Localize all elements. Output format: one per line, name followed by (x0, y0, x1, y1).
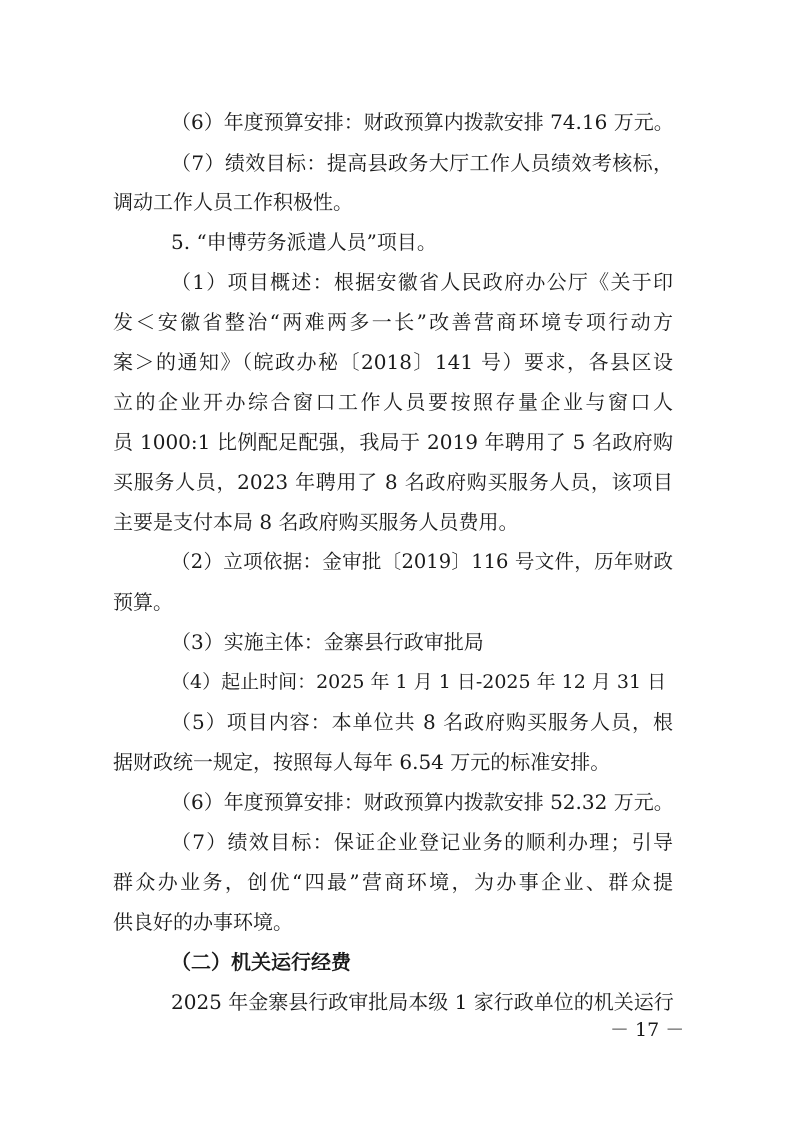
text-line: 据财政统一规定，按照每人每年 6.54 万元的标准安排。 (113, 750, 611, 774)
text-line: （6）年度预算安排：财政预算内拨款安排 52.32 万元。 (171, 790, 674, 814)
text-line: 调动工作人员工作积极性。 (113, 190, 353, 214)
text-line: （5）项目内容：本单位共 8 名政府购买服务人员，根 (171, 710, 673, 734)
text-line: （7）绩效目标：提高县政务大厅工作人员绩效考核标， (171, 151, 673, 175)
text-line: 立的企业开办综合窗口工作人员要按照存量企业与窗口人 (113, 390, 673, 414)
text-line: 2025 年金寨县行政审批局本级 1 家行政单位的机关运行 (171, 990, 674, 1014)
text-line: （2）立项依据：金审批〔2019〕116 号文件，历年财政 (171, 550, 673, 573)
text-line: （3）实施主体：金寨县行政审批局 (171, 630, 484, 654)
section-title: 5. “申博劳务派遣人员”项目。 (171, 230, 437, 254)
text-line: 主要是支付本局 8 名政府购买服务人员费用。 (113, 510, 519, 534)
text-line: 预算。 (113, 590, 173, 614)
section-heading: （二）机关运行经费 (171, 950, 351, 974)
text-line: （6）年度预算安排：财政预算内拨款安排 74.16 万元。 (171, 110, 674, 134)
text-line: 员 1000:1 比例配足配强，我局于 2019 年聘用了 5 名政府购 (113, 430, 673, 454)
text-line: （1）项目概述：根据安徽省人民政府办公厅《关于印 (171, 270, 673, 294)
text-line: （7）绩效目标：保证企业登记业务的顺利办理；引导 (171, 830, 673, 854)
text-line: 群众办业务，创优“四最”营商环境，为办事企业、群众提 (113, 870, 673, 894)
text-line: 发＜安徽省整治“两难两多一长”改善营商环境专项行动方 (113, 310, 673, 334)
text-line: 案＞的通知》（皖政办秘〔2018〕141 号）要求，各县区设 (113, 350, 673, 374)
text-line: 供良好的办事环境。 (113, 910, 293, 934)
text-line: 买服务人员，2023 年聘用了 8 名政府购买服务人员，该项目 (113, 470, 673, 494)
page-number: － 17 － (610, 1019, 685, 1041)
text-line: （4）起止时间：2025 年 1 月 1 日-2025 年 12 月 31 日 (171, 671, 667, 693)
